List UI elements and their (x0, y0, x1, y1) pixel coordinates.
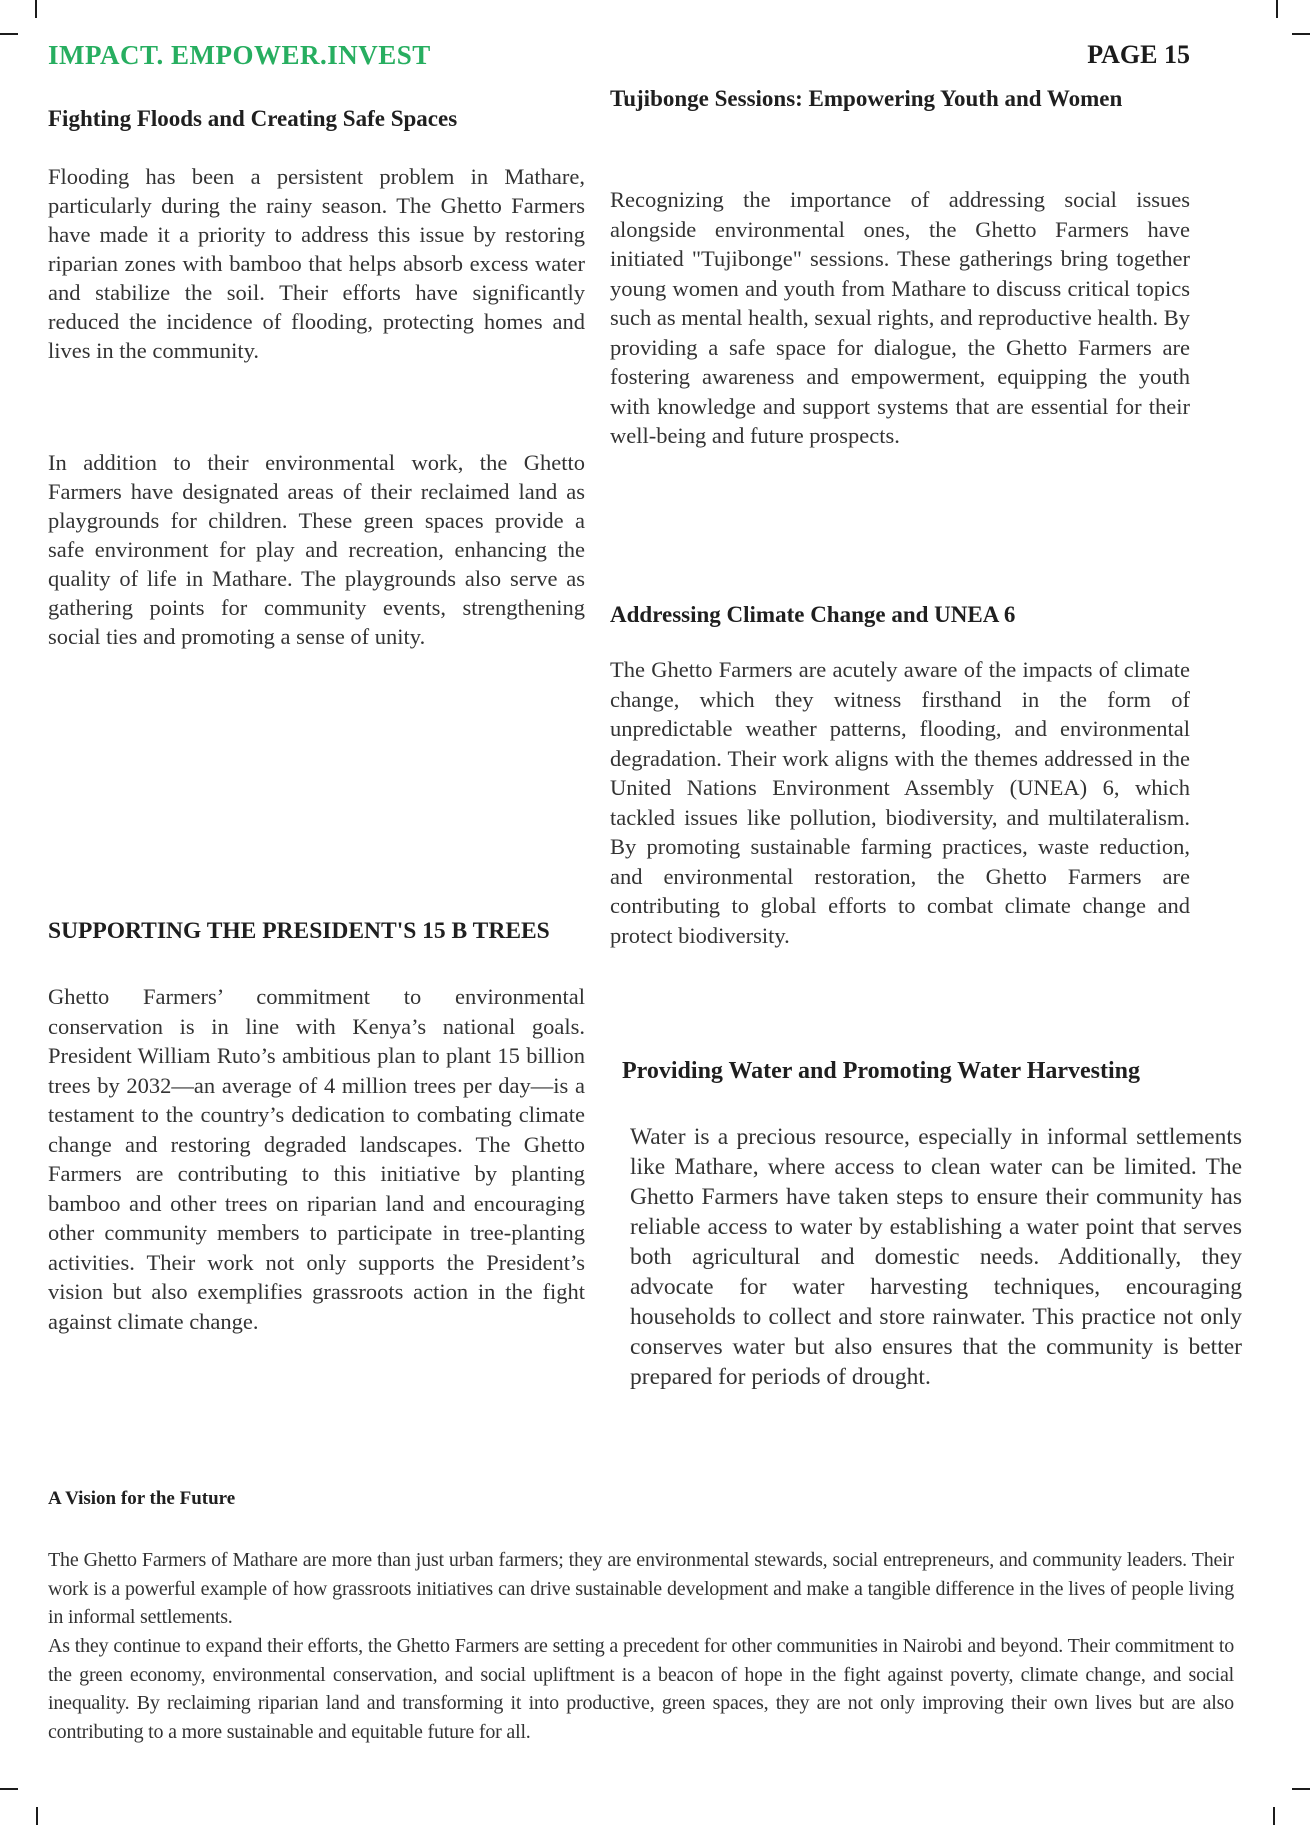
crop-mark (1273, 1807, 1275, 1825)
heading-vision-for-future: A Vision for the Future (48, 1488, 236, 1509)
brand-title: IMPACT. EMPOWER.INVEST (48, 40, 431, 70)
crop-mark (1292, 33, 1310, 35)
crop-mark (0, 33, 18, 35)
paragraph-tree-planting: Ghetto Farmers’ commitment to environmental conservation is in line with Kenya’s national goals. President William Ruto’s ambitious plan to plant 15 billion trees by 2032—an average of 4 million trees per day—is a testament to the country’s dedication to combating climate change and restoring degraded landscapes. The Ghetto Farmers are contributing to this initiative by planting bamboo and other trees on riparian land and encouraging other community members to participate in tree-planting activities. Their work not only supports the President’s vision but also exemplifies grassroots action in the fight against climate change. (48, 984, 585, 1334)
paragraph-playgrounds: In addition to their environmental work, the Ghetto Farmers have designated areas of their reclaimed land as playgrounds for children. These green spaces provide a safe environment for play and recreation, enhancing the quality of life in Mathare. The playgrounds also serve as gathering points for community events, strengthening social ties and promoting a sense of unity. (48, 450, 585, 649)
crop-mark (36, 1807, 38, 1825)
crop-mark (1276, 0, 1278, 18)
crop-mark (35, 0, 37, 18)
paragraph-water: Water is a precious resource, especially in informal settlements like Mathare, where access to clean water can be limited. The Ghetto Farmers have taken steps to ensure their community has reliable access to water by establishing a water point that serves both agricultural and domestic needs. Additionally, they advocate for water harvesting techniques, encouraging households to collect and store rainwater. This practice not only conserves water but also ensures that the community is better prepared for periods of drought. (630, 1124, 1242, 1390)
paragraph-unea6: The Ghetto Farmers are acutely aware of the impacts of climate change, which they witness firsthand in the form of unpredictable weather patterns, flooding, and environmental degradation. Their work aligns with the themes addressed in the United Nations Environment Assembly (UNEA) 6, which tackled issues like pollution, biodiversity, and multilateralism. By promoting sustainable farming practices, waste reduction, and environmental restoration, the Ghetto Farmers are contributing to global efforts to combat climate change and protect biodiversity. (610, 657, 1190, 948)
heading-tujibonge-sessions: Tujibonge Sessions: Empowering Youth and Women (610, 86, 1123, 111)
page-number: PAGE 15 (1087, 40, 1190, 69)
heading-fighting-floods: Fighting Floods and Creating Safe Spaces (48, 106, 458, 131)
paragraph-tujibonge: Recognizing the importance of addressing social issues alongside environmental ones, the Ghetto Farmers have initiated "Tujibonge" sessions. These gatherings bring together young women and youth from Mathare to discuss critical topics such as mental health, sexual rights, and reproductive health. By providing a safe space for dialogue, the Ghetto Farmers are fostering awareness and empowerment, equipping the youth with knowledge and support systems that are essential for their well-being and future prospects. (610, 187, 1190, 448)
crop-mark (0, 1788, 18, 1790)
footer-paragraph-stewards: The Ghetto Farmers of Mathare are more than just urban farmers; they are environmental stewards, social entrepreneurs, and community leaders. Their work is a powerful example of how grassroots initiatives can drive sustainable development and make a tangible difference in the lives of people living in informal settlements. (48, 1549, 1234, 1628)
heading-president-15b-trees: SUPPORTING THE PRESIDENT'S 15 B TREES (48, 918, 550, 944)
heading-climate-change-unea6: Addressing Climate Change and UNEA 6 (610, 602, 1016, 627)
crop-mark (1292, 1788, 1310, 1790)
paragraph-flooding: Flooding has been a persistent problem in Mathare, particularly during the rainy season. The Ghetto Farmers have made it a priority to address this issue by restoring riparian zones with bamboo that helps absorb excess water and stabilize the soil. Their efforts have significantly reduced the incidence of flooding, protecting homes and lives in the community. (48, 164, 585, 363)
heading-water-harvesting: Providing Water and Promoting Water Harvesting (622, 1058, 1141, 1084)
footer-paragraph-precedent: As they continue to expand their efforts, the Ghetto Farmers are setting a precedent for other communities in Nairobi and beyond. Their commitment to the green economy, environmental conservation, and social upliftment is a beacon of hope in the fight against poverty, climate change, and social inequality. By reclaiming riparian land and transforming it into productive, green spaces, they are not only improving their own lives but are also contributing to a more sustainable and equitable future for all. (48, 1635, 1234, 1743)
